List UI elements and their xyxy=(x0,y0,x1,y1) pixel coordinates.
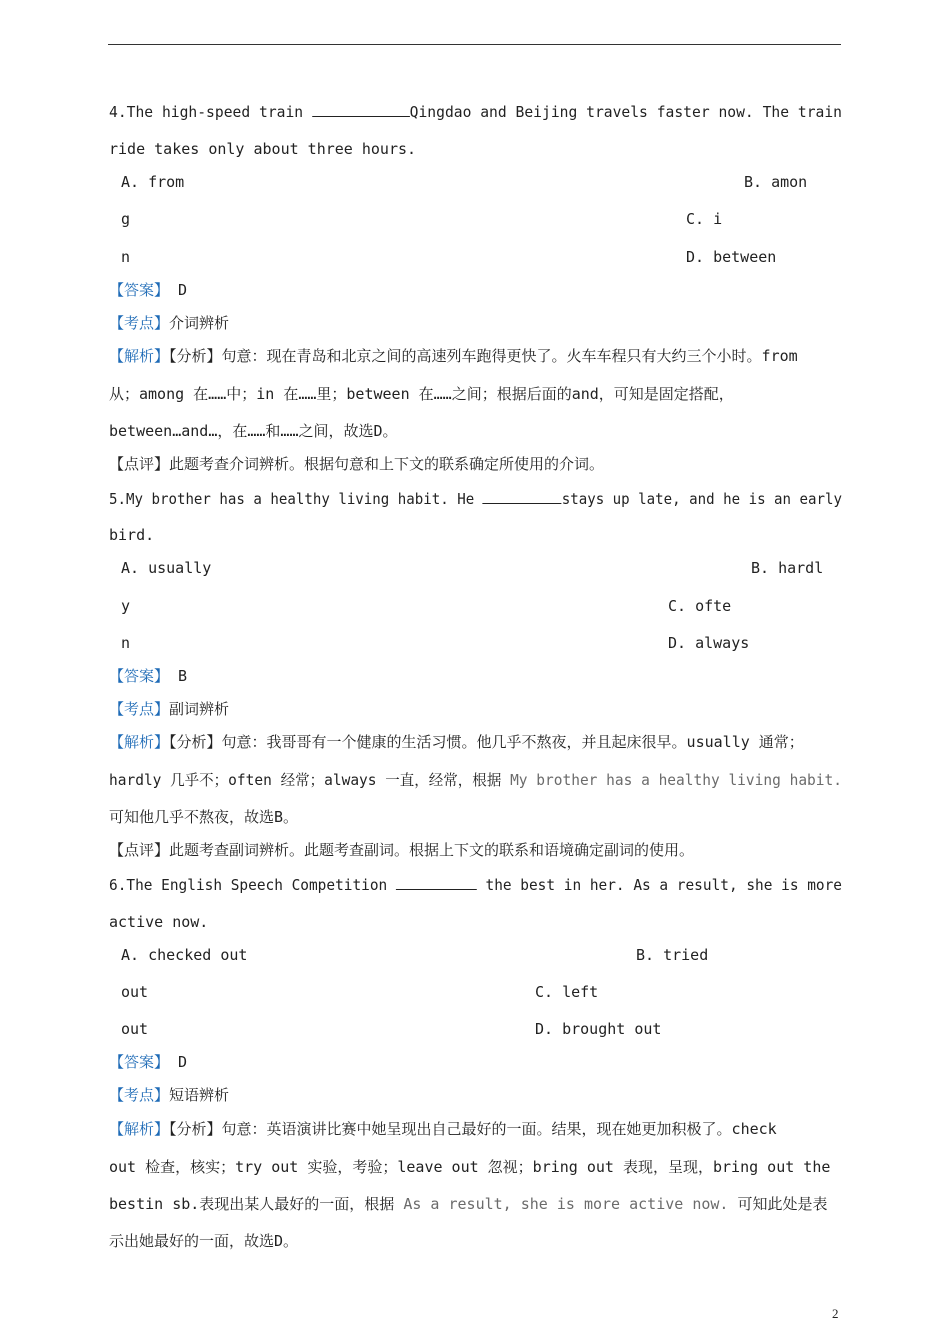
q5-option-c: C. ofte xyxy=(668,597,732,615)
q4-option-b: B. amon xyxy=(744,173,808,191)
q5-blank xyxy=(483,489,562,504)
q5-option-a: A. usually xyxy=(121,559,212,577)
q5-stem-line2: bird. xyxy=(109,526,155,544)
q6-exp-line1: 【解析】【分析】句意：英语演讲比赛中她呈现出自己最好的一面。结果，现在她更加积极了。check xyxy=(109,1120,777,1138)
q6-exp-line2: out 检查，核实；try out 实验，考验；leave out 忽视；bring out 表现，呈现，bring out the xyxy=(109,1158,831,1176)
q4-stem-line2: ride takes only about three hours. xyxy=(109,140,417,158)
q5-answer: 【答案】 B xyxy=(109,667,188,685)
q5-option-c-cont: n xyxy=(121,634,131,652)
header-rule xyxy=(108,44,841,45)
q5-point: 【考点】副词辨析 xyxy=(109,700,230,718)
q6-blank xyxy=(396,875,477,890)
q4-stem-line1: 4.The high-speed train Qingdao and Beijing travels faster now. The train xyxy=(109,103,842,121)
q4-exp-line1: 【解析】【分析】句意：现在青岛和北京之间的高速列车跑得更快了。火车车程只有大约三个小时。from xyxy=(109,347,798,365)
q4-option-b-cont: g xyxy=(121,210,131,228)
q5-option-d: D. always xyxy=(668,634,750,652)
q6-answer: 【答案】 D xyxy=(109,1053,188,1071)
page-number: 2 xyxy=(832,1306,839,1321)
q6-point: 【考点】短语辨析 xyxy=(109,1086,230,1104)
q5-review: 【点评】此题考查副词辨析。此题考查副词。根据上下文的联系和语境确定副词的使用。 xyxy=(109,841,695,859)
q4-exp-line3: between…and…，在……和……之间，故选D。 xyxy=(109,422,398,440)
q4-answer: 【答案】 D xyxy=(109,281,188,299)
q4-blank xyxy=(312,102,410,117)
q4-option-d: D. between xyxy=(686,248,777,266)
q6-option-b-cont: out xyxy=(121,983,149,1001)
q5-exp-line2: hardly 几乎不；often 经常；always 一直，经常，根据 My brother has a healthy living habit. xyxy=(109,771,842,789)
q6-option-c-cont: out xyxy=(121,1020,149,1038)
q4-exp-line2: 从；among 在……中；in 在……里；between 在……之间；根据后面的and，可知是固定搭配， xyxy=(109,385,734,403)
q4-option-c: C. i xyxy=(686,210,723,228)
q6-option-b: B. tried xyxy=(636,946,709,964)
q6-exp-line4: 示出她最好的一面，故选D。 xyxy=(109,1232,299,1250)
q5-exp-line3: 可知他几乎不熬夜，故选B。 xyxy=(109,808,299,826)
q6-option-c: C. left xyxy=(535,983,599,1001)
q4-option-a: A. from xyxy=(121,173,185,191)
q6-stem-line2: active now. xyxy=(109,913,209,931)
q6-option-d: D. brought out xyxy=(535,1020,662,1038)
q4-point: 【考点】介词辨析 xyxy=(109,314,230,332)
q6-stem-line1: 6.The English Speech Competition the best in her. As a result, she is more xyxy=(109,876,842,894)
q5-stem-line1: 5.My brother has a healthy living habit. He stays up late, and he is an early xyxy=(109,490,842,508)
q5-option-b-cont: y xyxy=(121,597,131,615)
q6-exp-line3: bestin sb.表现出某人最好的一面，根据 As a result, she is more active now. 可知此处是表 xyxy=(109,1195,828,1213)
q4-option-c-cont: n xyxy=(121,248,131,266)
q5-exp-line1: 【解析】【分析】句意：我哥哥有一个健康的生活习惯。他几乎不熬夜，并且起床很早。usually 通常； xyxy=(109,733,804,751)
q5-option-b: B. hardl xyxy=(751,559,824,577)
q4-review: 【点评】此题考查介词辨析。根据句意和上下文的联系确定所使用的介词。 xyxy=(109,455,605,473)
q6-option-a: A. checked out xyxy=(121,946,248,964)
